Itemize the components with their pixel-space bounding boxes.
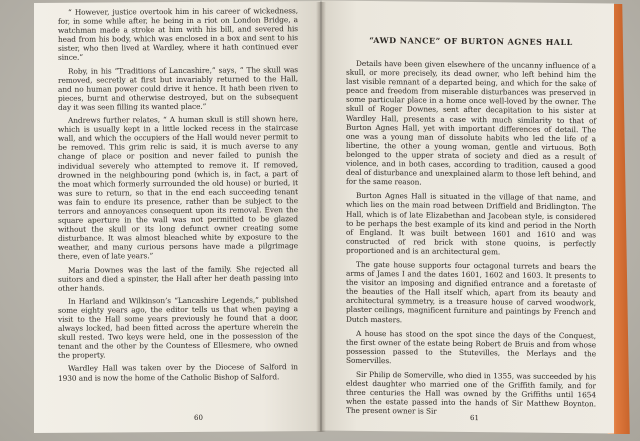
book-spine-shadow: [316, 2, 326, 432]
left-paragraph-5: In Harland and Wilkinson’s “Lancashire Legends,” published some eighty years ago, the editor tells us that when paying a visit to the Hall some years previously he found that a door, always locked, had been fitted across the aperture wherein the skull rested. Two keys were held, one in the possession of the tenant and the other by the Countess of Ellesmere, who owned the property.: [58, 294, 298, 361]
left-page: [34, 1, 320, 433]
left-paragraph-3: Andrews further relates, “ A human skull is still shown here, which is usually kept in a little locked recess in the staircase wall, and which the occupiers of the Hall would never permit to be removed. This grim relic is said, it is much averse to any change of place or position and never failed to punish the individual severely who attempted to remove it. If removed, drowned in the neighbouring pond (which is, in fact, a part of the moat which formerly surrounded the old house) or buried, it was sure to return, so that in the end each succeeding tenant was fain to endure its presence, rather than be subject to the terrors and annoyances consequent upon its removal. Even the square aperture in the wall was not permitted to be glazed without the skull or its long defunct owner creating some disturbance. It was almost bleached white by exposure to the weather, and many curious persons have made a pilgrimage there, even of late years.”: [58, 114, 298, 262]
left-paragraph-6: Wardley Hall was taken over by the Diocese of Salford in 1930 and is now the home of the Catholic Bishop of Salford.: [58, 362, 298, 383]
right-paragraph-4: A house has stood on the spot since the days of the Conquest, the first owner of the estate being Robert de Bruis and from whose possession passed to the Stutevilles, the Merlays and the Somervilles.: [346, 328, 596, 366]
open-book: [34, 2, 614, 434]
left-paragraph-1: “ However, justice overtook him in his career of wickedness, for, in some while after, he being in a riot on London Bridge, a watchman made a stroke at him with his bill, and severed his head from his body, which was enclosed in a box and sent to his sister, who then lived at Wardley, where it hath continued ever since.”: [58, 6, 298, 63]
right-paragraph-5: Sir Philip de Somerville, who died in 1355, was succeeded by his eldest daughter who married one of the Griffith family, and for three centuries the Hall was owned by the Griffiths until 1654 when the estate passed into the hands of Sir Matthew Boynton. The present owner is Sir: [346, 369, 596, 417]
left-paragraph-2: Roby, in his “Traditions of Lancashire,” says, “ The skull was removed, secretly at first but invariably returned to the Hall, and no human power could drive it hence. It hath been riven to pieces, burnt and otherwise destroyed, but on the subsequent day it was seen filling its wanted place.”: [58, 64, 298, 112]
left-paragraph-4: Maria Downes was the last of the family. She rejected all suitors and died a spinster, the Hall after her death passing into other hands.: [58, 263, 298, 293]
right-paragraph-1: Details have been given elsewhere of the uncanny influence of a skull, or more precisely, its dead owner, who left behind him the last visible remnant of a departed being, and which for the sake of peace and freedom from miserable disturbances was preserved in some particular place in a home once well-loved by the owner. The skull of Roger Downes, sent after decapitation to his sister at Wardley Hall, presents a case with much similarity to that of Burton Agnes Hall, yet with important differences of detail. The one was a young man of dissolute habits who led the life of a libertine, the other a young woman, gentle and virtuous. Both belonged to the upper strata of society and died as a result of violence, and in both cases, according to tradition, caused a good deal of disturbance and unexplained alarm to those left behind, and for the same reason.: [346, 58, 596, 187]
right-paragraph-3: The gate house supports four octagonal turrets and bears the arms of James I and the dates 1601, 1602 and 1603. It presents to the visitor an imposing and dignified entrance and a foretaste of the beauties of the Hall itself which, apart from its beauty and architectural symmetry, is a treasure house of carved woodwork, plaster ceilings, magnificent furniture and paintings by French and Dutch masters.: [346, 259, 596, 324]
left-page-number: 60: [194, 413, 203, 422]
right-page-number: 61: [470, 414, 479, 423]
right-paragraph-2: Burton Agnes Hall is situated in the village of that name, and which lies on the main road between Driffield and Bridlington. The Hall, which is of late Elizabethan and Jacobean style, is considered to be perhaps the best example of its kind and period in the North of England. It was built between 1601 and 1610 and was constructed of red brick with stone quoins, is perfectly proportioned and is an architectural gem.: [346, 191, 596, 257]
chapter-title: “AWD NANCE” OF BURTON AGNES HALL: [369, 34, 573, 48]
right-page: [322, 0, 614, 433]
